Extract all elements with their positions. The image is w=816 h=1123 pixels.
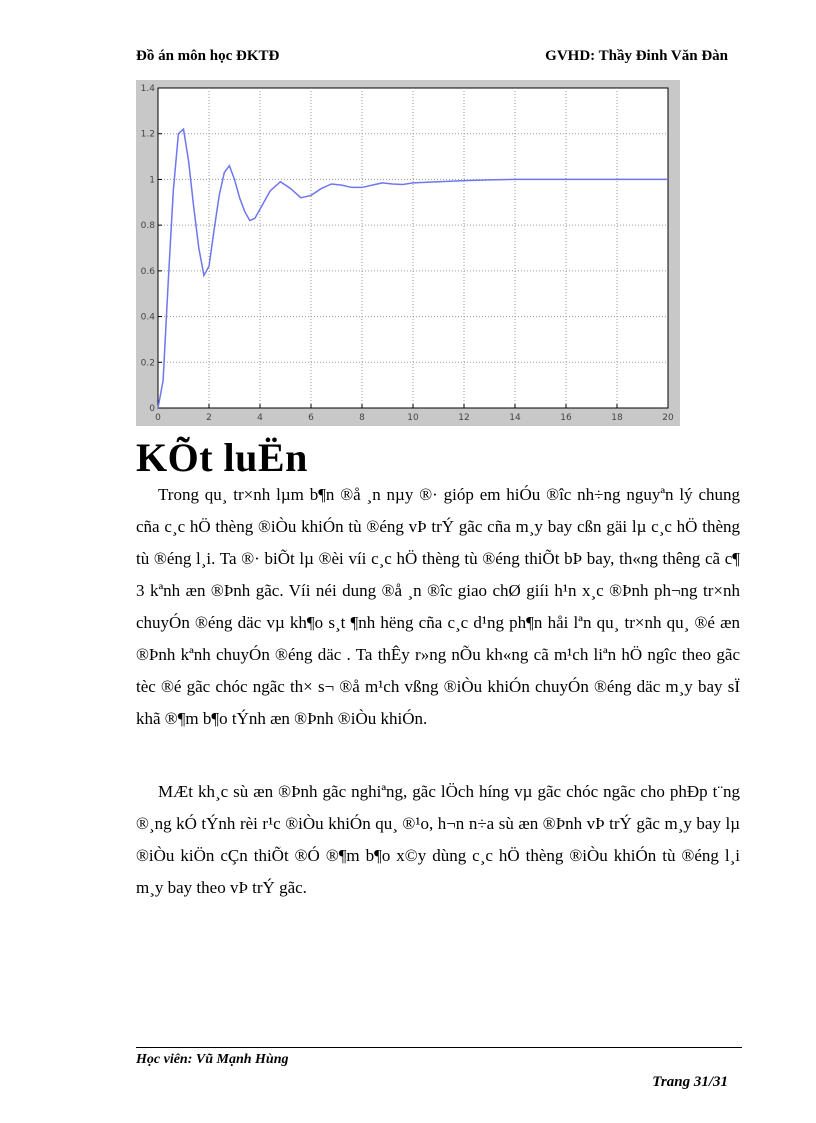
x-tick-label: 10	[407, 413, 419, 423]
x-tick-label: 14	[509, 413, 521, 423]
paragraph-1: Trong qu¸ tr×nh lµm b¶n ®å ¸n nµy ®· gióp em hiÓu ®îc nh÷ng nguyªn lý chung cña c¸c hÖ thèng ®iÒu khiÓn tù ®éng vÞ trÝ gãc cña m¸y bay cßn gäi lµ c¸c hÖ thèng tù ®éng l¸i. Ta ®· biÕt lµ ®èi víi c¸c hÖ thèng tù ®éng thiÕt bÞ bay, th«ng thêng cã c¶ 3 kªnh æn ®Þnh gãc. Víi néi dung ®å ¸n ®îc giao chØ giíi h¹n x¸c ®Þnh ph¬ng tr×nh chuyÓn ®éng däc vµ kh¶o s¸t ¶nh hëng cña c¸c d¹ng ph¶n håi lªn qu¸ tr×nh qu¸ ®é æn ®Þnh kªnh chuyÓn ®éng däc . Ta thÊy r»ng nÕu kh«ng cã m¹ch liªn hÖ ngîc theo gãc tèc ®é gãc chóc ngãc th× s¬ ®å m¹ch vßng ®iÒu khiÓn chuyÓn ®éng däc m¸y bay sÏ khã ®¶m b¶o tÝnh æn ®Þnh ®iÒu khiÓn.	[136, 485, 740, 728]
y-tick-label: 0	[149, 404, 155, 414]
x-tick-label: 12	[458, 413, 470, 423]
x-tick-label: 18	[611, 413, 623, 423]
footer-divider	[136, 1047, 742, 1048]
x-tick-label: 4	[257, 413, 263, 423]
page-number: Trang 31/31	[652, 1074, 728, 1090]
page-header	[136, 48, 728, 68]
y-tick-label: 0.6	[140, 266, 155, 277]
section-title: KÕt luËn	[136, 435, 308, 480]
y-tick-label: 1.2	[140, 129, 155, 140]
y-tick-label: 0.2	[140, 358, 155, 369]
header-course: Đồ án môn học ĐKTĐ	[136, 48, 280, 64]
step-response-chart	[136, 80, 680, 426]
paragraph-2: MÆt kh¸c sù æn ®Þnh gãc nghiªng, gãc lÖch híng vµ gãc chóc ngãc cho phÐp t¨ng ®¸ng kÓ tÝnh rèi r¹c ®iÒu khiÓn qu¸ ®¹o, h¬n n÷a sù æn ®Þnh vÞ trÝ gãc m¸y bay lµ ®iÒu kiÖn cÇn thiÕt ®Ó ®¶m b¶o x©y dùng c¸c hÖ thèng ®iÒu khiÓn tù ®éng l¸i m¸y bay theo vÞ trÝ gãc.	[136, 782, 740, 897]
x-tick-label: 20	[662, 413, 674, 423]
y-tick-label: 1.4	[140, 84, 155, 94]
y-tick-label: 1	[149, 175, 155, 186]
y-tick-label: 0.4	[140, 312, 155, 323]
y-tick-label: 0.8	[140, 221, 155, 232]
x-tick-label: 8	[359, 413, 365, 423]
footer-student: Học viên: Vũ Mạnh Hùng	[136, 1052, 289, 1067]
x-tick-label: 0	[155, 413, 161, 423]
x-tick-label: 16	[560, 413, 572, 423]
x-tick-label: 2	[206, 413, 212, 423]
x-tick-label: 6	[308, 413, 314, 423]
header-advisor: GVHD: Thầy Đinh Văn Đàn	[545, 48, 728, 64]
